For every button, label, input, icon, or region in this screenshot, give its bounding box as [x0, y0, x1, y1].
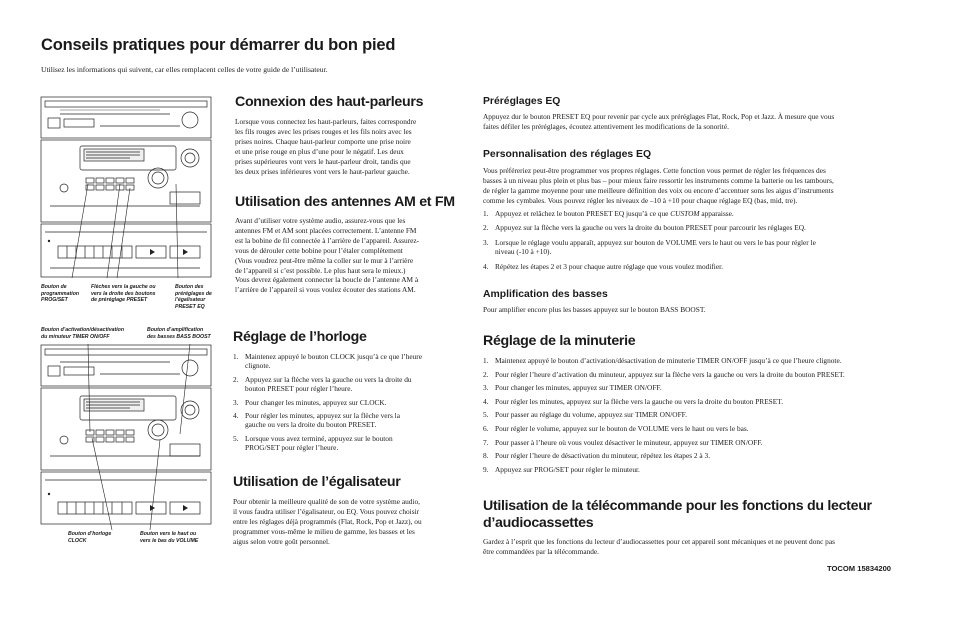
list-item: 4. Répétez les étapes 2 et 3 pour chaque autre réglage que vous voulez modifier.: [483, 261, 723, 271]
antennas-text: Avant d’utiliser votre système audio, assurez-vous que les antennes FM et AM sont placées correctement. L’antenne FM est la bobine de fil connectée à l’arrière de l’appareil. Assurez- vous de dérouler cette bobine pour l’étaler complètement (Vous voudrez peut-être même la coller sur le mur à l’arrière de l’appareil si c’est possible. Le plus haut sera le mieux.) Vous devrez également connecter la boucle de l’antenne AM à l’arrière de l’appareil si vous voulez écouter des stations AM.: [235, 216, 420, 295]
list-item: 4. Pour régler les minutes, appuyez sur la flèche vers la gauche ou vers la droite du bouton PRESET.: [233, 411, 400, 430]
bass-text: Pour amplifier encore plus les basses appuyez sur le bouton BASS BOOST.: [483, 305, 706, 314]
list-item: 8. Pour régler l’heure de désactivation du minuteur, répétez les étapes 2 à 3.: [483, 451, 711, 461]
timer-heading: Réglage de la minuterie: [483, 333, 636, 349]
custom-eq-text: Vous préféreriez peut-être programmer vos propres réglages. Cette fonction vous permet de régler les fréquences des basses à un niveau plus plein et plus bas – pour mieux faire ressortir les instruments comme la batterie ou les tambours, de régler la gamme moyenne pour une meilleure définition des voix ou encore d’accentuer sons les aigus d’instruments comme les cymbales. Vous pouvez régler les niveaux de –10 à +10 pour chaque réglage EQ (bas, mid, tre).: [483, 166, 834, 205]
list-item: 1. Maintenez appuyé le bouton CLOCK jusqu’à ce que l’heure clignote.: [233, 352, 423, 371]
list-item: 3. Pour changer les minutes, appuyez sur CLOCK.: [233, 397, 387, 407]
remote-text: Gardez à l’esprit que les fonctions du lecteur d’audiocassettes pour cet appareil sont mécaniques et ne peuvent donc pas être commandées par la télécommande.: [483, 537, 835, 556]
caption-preset-arrows: Flèches vers la gauche ou vers la droite des boutons de préréglage PRESET: [91, 284, 156, 304]
equalizer-text: Pour obtenir la meilleure qualité de son de votre système audio, il vous faudra utiliser l’égalisateur, ou EQ. Vous pouvez choisir entre les réglages déjà programmés (Flat, Rock, Pop et Jazz), ou programmer vous-même le milieu de gamme, les basses et les aigus selon votre goût personnel.: [233, 497, 422, 546]
caption-clock: Bouton d’horloge CLOCK: [68, 531, 112, 544]
bass-heading: Amplification des basses: [483, 289, 608, 300]
list-item: 1. Maintenez appuyé le bouton d’activation/désactivation de minuterie TIMER ON/OFF jusqu’à ce que l’heure clignote.: [483, 356, 842, 365]
caption-bass-boost: Bouton d’amplification des basses BASS BOOST: [147, 327, 211, 340]
caption-volume: Bouton vers le haut ou vers le bas du VOLUME: [140, 531, 199, 544]
list-item: 5. Lorsque vous avez terminé, appuyez sur le bouton PROG/SET pour régler l’heure.: [233, 433, 393, 453]
clock-heading: Réglage de l’horloge: [233, 329, 367, 345]
list-item: 1. Appuyez et relâchez le bouton PRESET EQ jusqu’à ce que CUSTOM apparaisse.: [483, 209, 734, 218]
list-item: 2. Appuyez sur la flèche vers la gauche ou vers la droite du bouton PRESET pour régler l’heure.: [233, 374, 412, 394]
caption-preset-eq: Bouton des préréglages de l’égalisateur PRESET EQ: [175, 284, 212, 310]
list-item: 4. Pour régler les minutes, appuyez sur la flèche vers la gauche ou vers la droite du bouton PRESET.: [483, 396, 784, 406]
list-item: 6. Pour régler le volume, appuyez sur le bouton de VOLUME vers le haut ou vers le bas.: [483, 423, 749, 433]
antennas-heading: Utilisation des antennes AM et FM: [235, 194, 455, 210]
presets-text: Appuyez dur le bouton PRESET EQ pour revenir par cycle aux préréglages Flat, Rock, Pop et Jazz. À mesure que vous faites défiler les préréglages, écoutez attentivement les modifications de la sonorité.: [483, 112, 835, 131]
page-title: Conseils pratiques pour démarrer du bon pied: [41, 36, 396, 54]
document-code: TOCOM 15834200: [827, 564, 892, 573]
presets-heading: Préréglages EQ: [483, 96, 561, 107]
remote-heading: Utilisation de la télécommande pour les fonctions du lecteur d’audiocassettes: [483, 498, 872, 531]
list-item: 3. Lorsque le réglage voulu apparaît, appuyez sur bouton de VOLUME vers le haut ou vers le bas pour régler le niveau (-10 à +10).: [483, 237, 816, 257]
intro-text: Utilisez les informations qui suivent, car elles remplacent celles de votre guide de l’utilisateur.: [41, 65, 328, 74]
stereo-illustration-top: [40, 96, 212, 278]
stereo-illustration-bottom: [40, 344, 212, 530]
custom-eq-steps: [483, 209, 913, 271]
caption-prog-set: Bouton de programmation PROG/SET: [41, 284, 80, 304]
equalizer-heading: Utilisation de l’égalisateur: [233, 474, 401, 490]
timer-steps: [483, 356, 913, 474]
clock-steps: [233, 352, 463, 453]
list-item: 9. Appuyez sur PROG/SET pour régler le minuteur.: [483, 464, 640, 474]
list-item: 7. Pour passer à l’heure où vous voulez désactiver le minuteur, appuyez sur TIMER ON/OFF.: [483, 437, 763, 447]
list-item: 2. Pour régler l’heure d’activation du minuteur, appuyez sur la flèche vers la gauche ou vers la droite du bouton PRESET.: [483, 369, 845, 379]
speakers-heading: Connexion des haut-parleurs: [235, 94, 424, 110]
speakers-text: Lorsque vous connectez les haut-parleurs, faites correspondre les fils rouges avec les prises rouges et les fils noirs avec les prises noires. Chaque haut-parleur comporte une prise noire et une prise rouge en plus d’une pour le négatif. Les deux prises supérieures vont vers le haut-parleur droit, tandis que les deux prises inférieures vont vers le haut-parleur gauche.: [235, 117, 417, 176]
list-item: 5. Pour passer au réglage du volume, appuyez sur TIMER ON/OFF.: [483, 410, 688, 420]
list-item: 3. Pour changer les minutes, appuyez sur TIMER ON/OFF.: [483, 383, 662, 393]
custom-eq-heading: Personnalisation des réglages EQ: [483, 149, 652, 160]
caption-timer-on-off: Bouton d’activation/désactivation du minuteur TIMER ON/OFF: [41, 327, 125, 340]
list-item: 2. Appuyez sur la flèche vers la gauche ou vers la droite du bouton PRESET pour parcourir les réglages EQ.: [483, 223, 806, 233]
